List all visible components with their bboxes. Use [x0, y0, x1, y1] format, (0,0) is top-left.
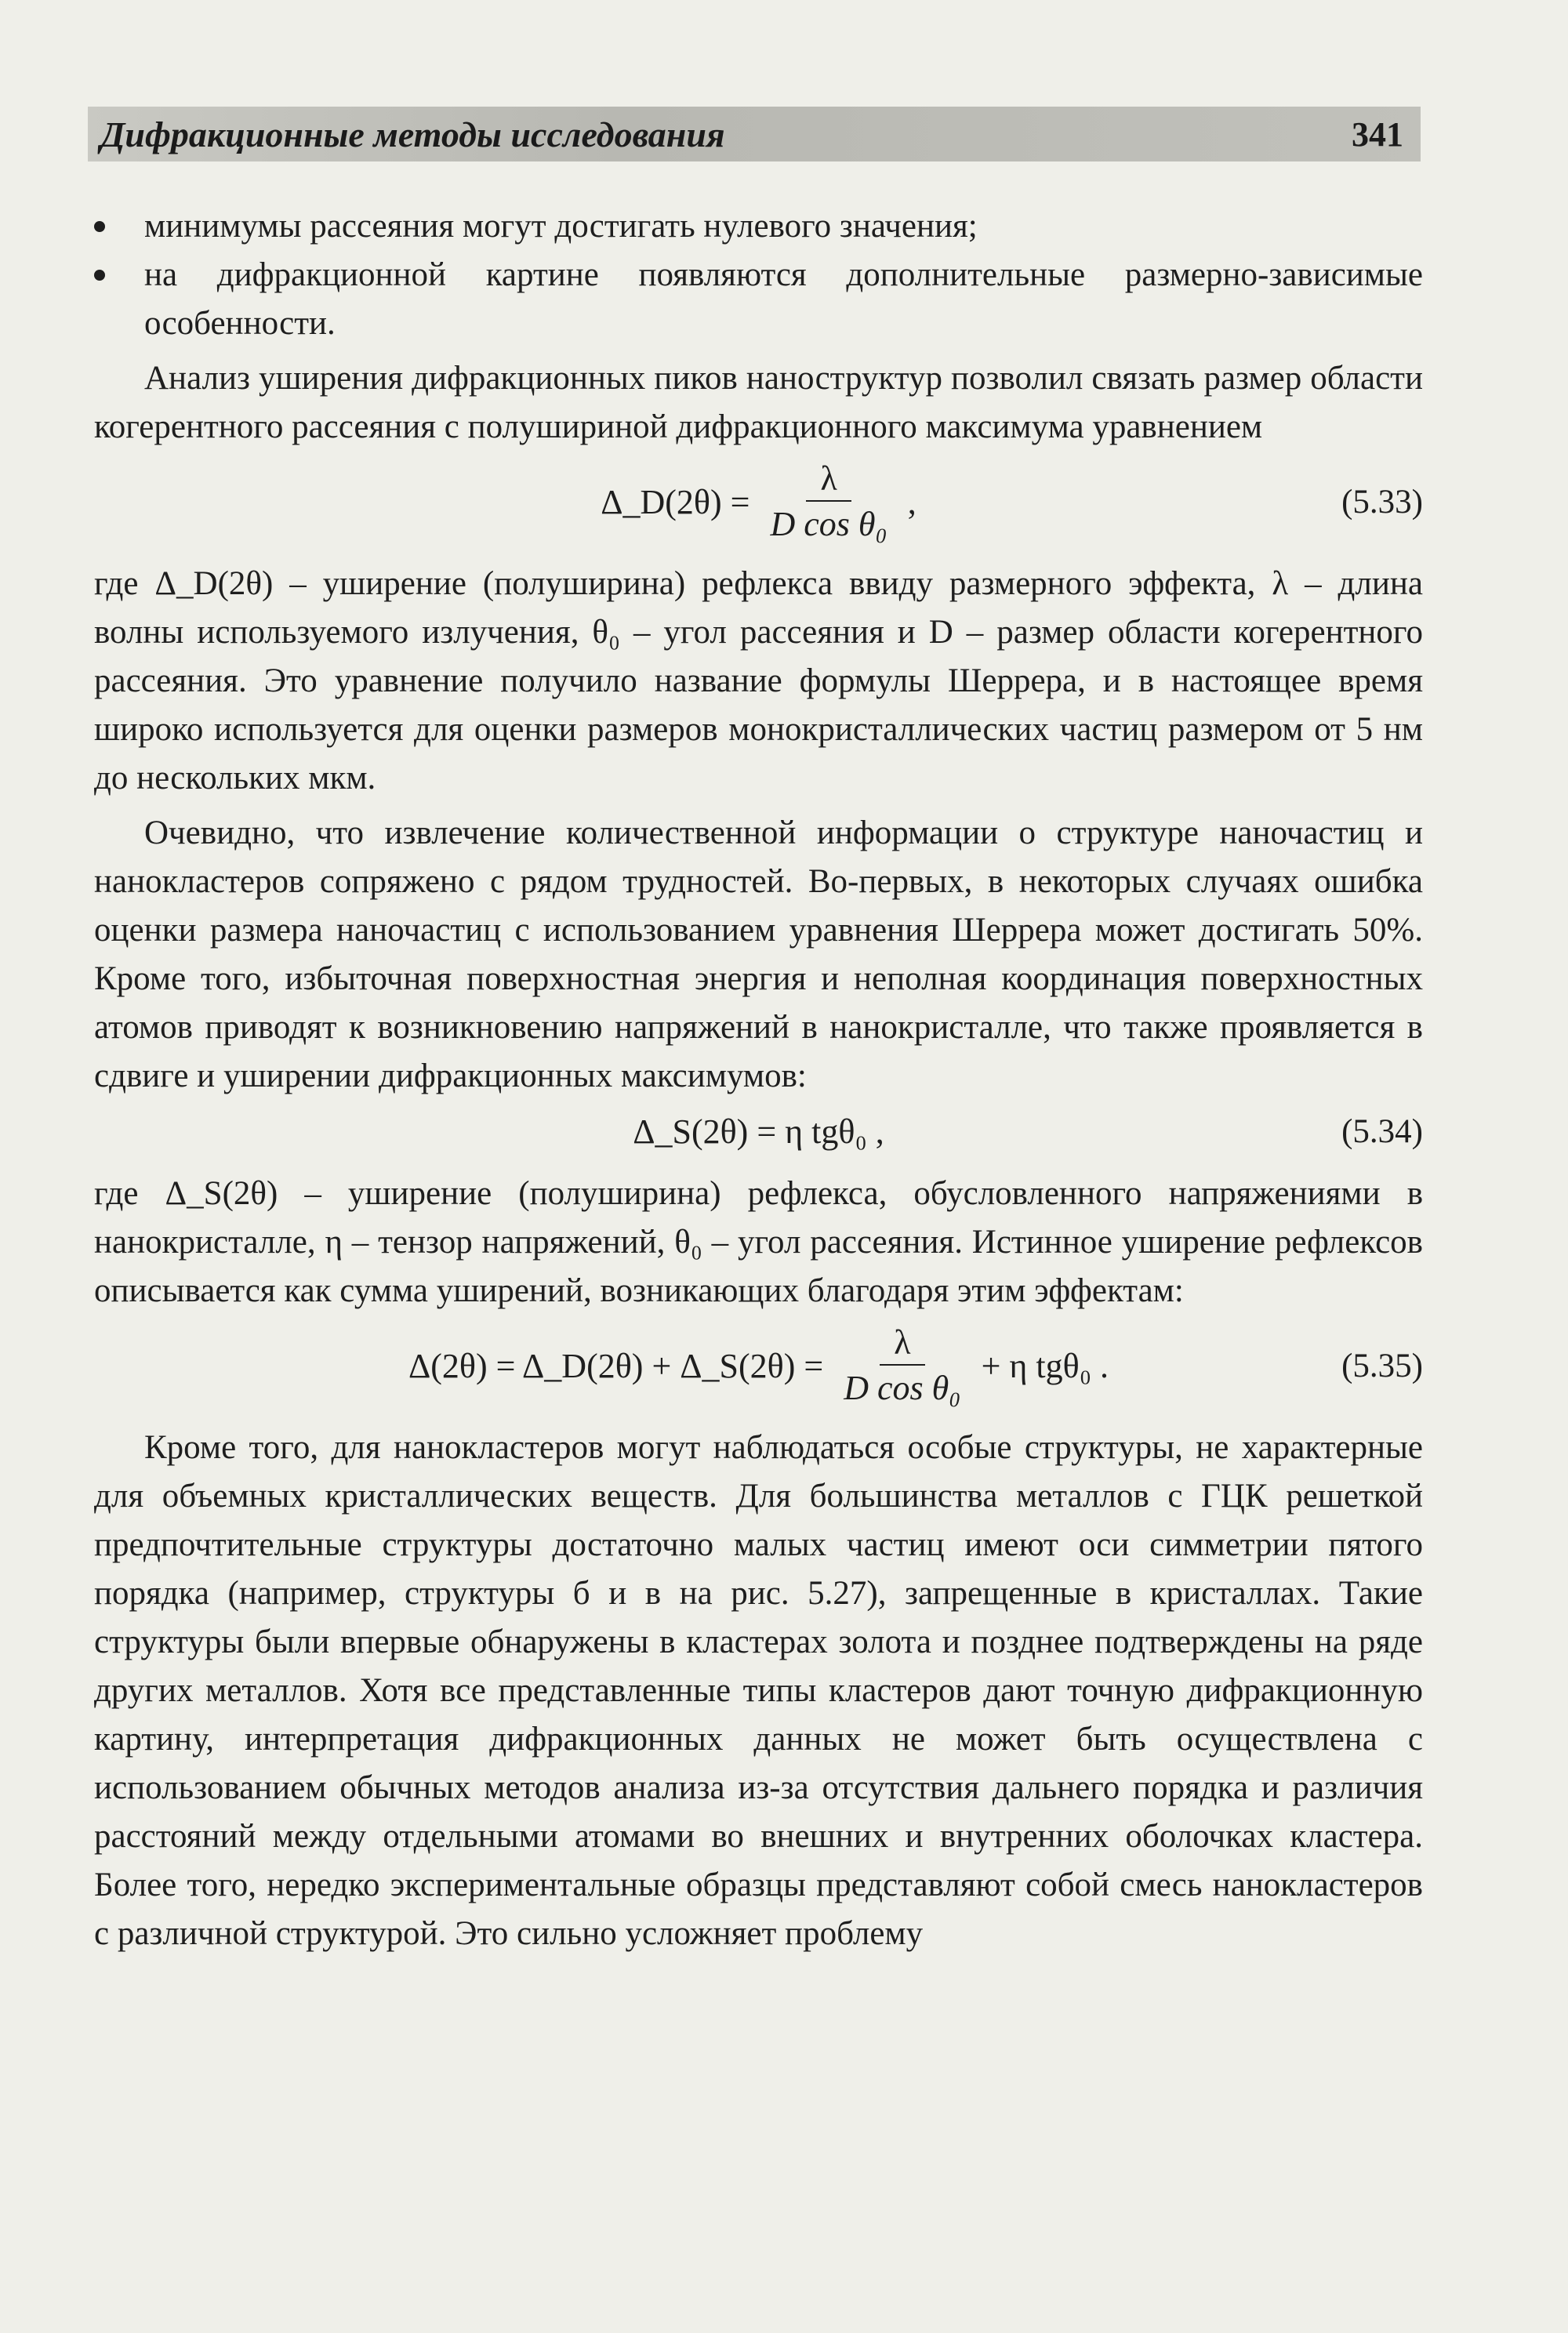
page-number: 341	[1352, 114, 1403, 154]
header-title: Дифракционные методы исследования	[100, 114, 725, 154]
equation-number: (5.33)	[1341, 484, 1423, 521]
equation-fraction	[836, 1322, 968, 1411]
bullet-dot-icon	[94, 270, 105, 281]
equation-5-34	[94, 1101, 1423, 1163]
running-header	[88, 107, 1421, 161]
equation-number: (5.35)	[1341, 1348, 1423, 1384]
fraction-numerator: λ	[880, 1322, 924, 1366]
equation-lhs: Δ(2θ) = Δ_D(2θ) + Δ_S(2θ) =	[408, 1347, 824, 1385]
fraction-denominator: D cos θ₀	[770, 505, 887, 543]
equation-fraction	[762, 458, 895, 547]
equation-tail: + η tgθ₀ .	[981, 1347, 1109, 1385]
bullet-item	[94, 202, 1423, 251]
equation-tail: ,	[907, 483, 916, 521]
bullet-list	[94, 202, 1423, 348]
bullet-item	[94, 251, 1423, 348]
page-body	[94, 202, 1423, 1958]
equation-number: (5.34)	[1341, 1113, 1423, 1150]
bullet-text: минимумы рассеяния могут достигать нулевого значения;	[144, 208, 978, 245]
fraction-numerator: λ	[806, 458, 851, 502]
bullet-text: на дифракционной картине появляются дополнительные размерно-зависимые особенности.	[144, 256, 1423, 342]
fraction-denominator: D cos θ₀	[844, 1369, 961, 1407]
bullet-dot-icon	[94, 221, 105, 232]
equation-5-35	[94, 1315, 1423, 1417]
paragraph-scherrer-intro: Анализ уширения дифракционных пиков наноструктур позволил связать размер области когерентного рассеяния с полушириной дифракционного максимума уравнением	[94, 360, 1423, 445]
paragraph-cluster-structures: Кроме того, для нанокластеров могут наблюдаться особые структуры, не характерные для объемных кристаллических веществ. Для большинства металлов с ГЦК решеткой предпочтительные структуры достаточно малых частиц имеют оси симметрии пятого порядка (например, структуры б и в на рис. 5.27), запрещенные в кристаллах. Такие структуры были впервые обнаружены в кластерах золота и позднее подтверждены на ряде других металлов. Хотя все представленные типы кластеров дают точную дифракционную картину, интерпретация дифракционных данных не может быть осуществлена с использованием обычных методов анализа из-за отсутствия дальнего порядка и различия расстояний между отдельными атомами во внешних и внутренних оболочках кластера. Более того, нередко экспериментальные образцы представляют собой смесь нанокластеров с различной структурой. Это сильно усложняет проблему	[94, 1429, 1423, 1952]
paragraph-difficulties: Очевидно, что извлечение количественной информации о структуре наночастиц и нанокластеров сопряжено с рядом трудностей. Во-первых, в некоторых случаях ошибка оценки размера наночастиц с использованием уравнения Шеррера может достигать 50%. Кроме того, избыточная поверхностная энергия и неполная координация поверхностных атомов приводят к возникновению напряжений в нанокристалле, что также проявляется в сдвиге и уширении дифракционных максимумов:	[94, 815, 1423, 1094]
equation-5-33	[94, 452, 1423, 553]
paragraph-scherrer-definitions: где Δ_D(2θ) – уширение (полуширина) рефлекса ввиду размерного эффекта, λ – длина волны используемого излучения, θ₀ – угол рассеяния и D – размер области когерентного рассеяния. Это уравнение получило название формулы Шеррера, и в настоящее время широко используется для оценки размеров монокристаллических частиц размером от 5 нм до нескольких мкм.	[94, 565, 1423, 796]
equation-expression: Δ_S(2θ) = η tgθ₀ ,	[633, 1112, 884, 1151]
equation-lhs: Δ_D(2θ) =	[601, 483, 750, 521]
paragraph-strain-definitions: где Δ_S(2θ) – уширение (полуширина) рефлекса, обусловленного напряжениями в нанокристалле, η – тензор напряжений, θ₀ – угол рассеяния. Истинное уширение рефлексов описывается как сумма уширений, возникающих благодаря этим эффектам:	[94, 1175, 1423, 1309]
